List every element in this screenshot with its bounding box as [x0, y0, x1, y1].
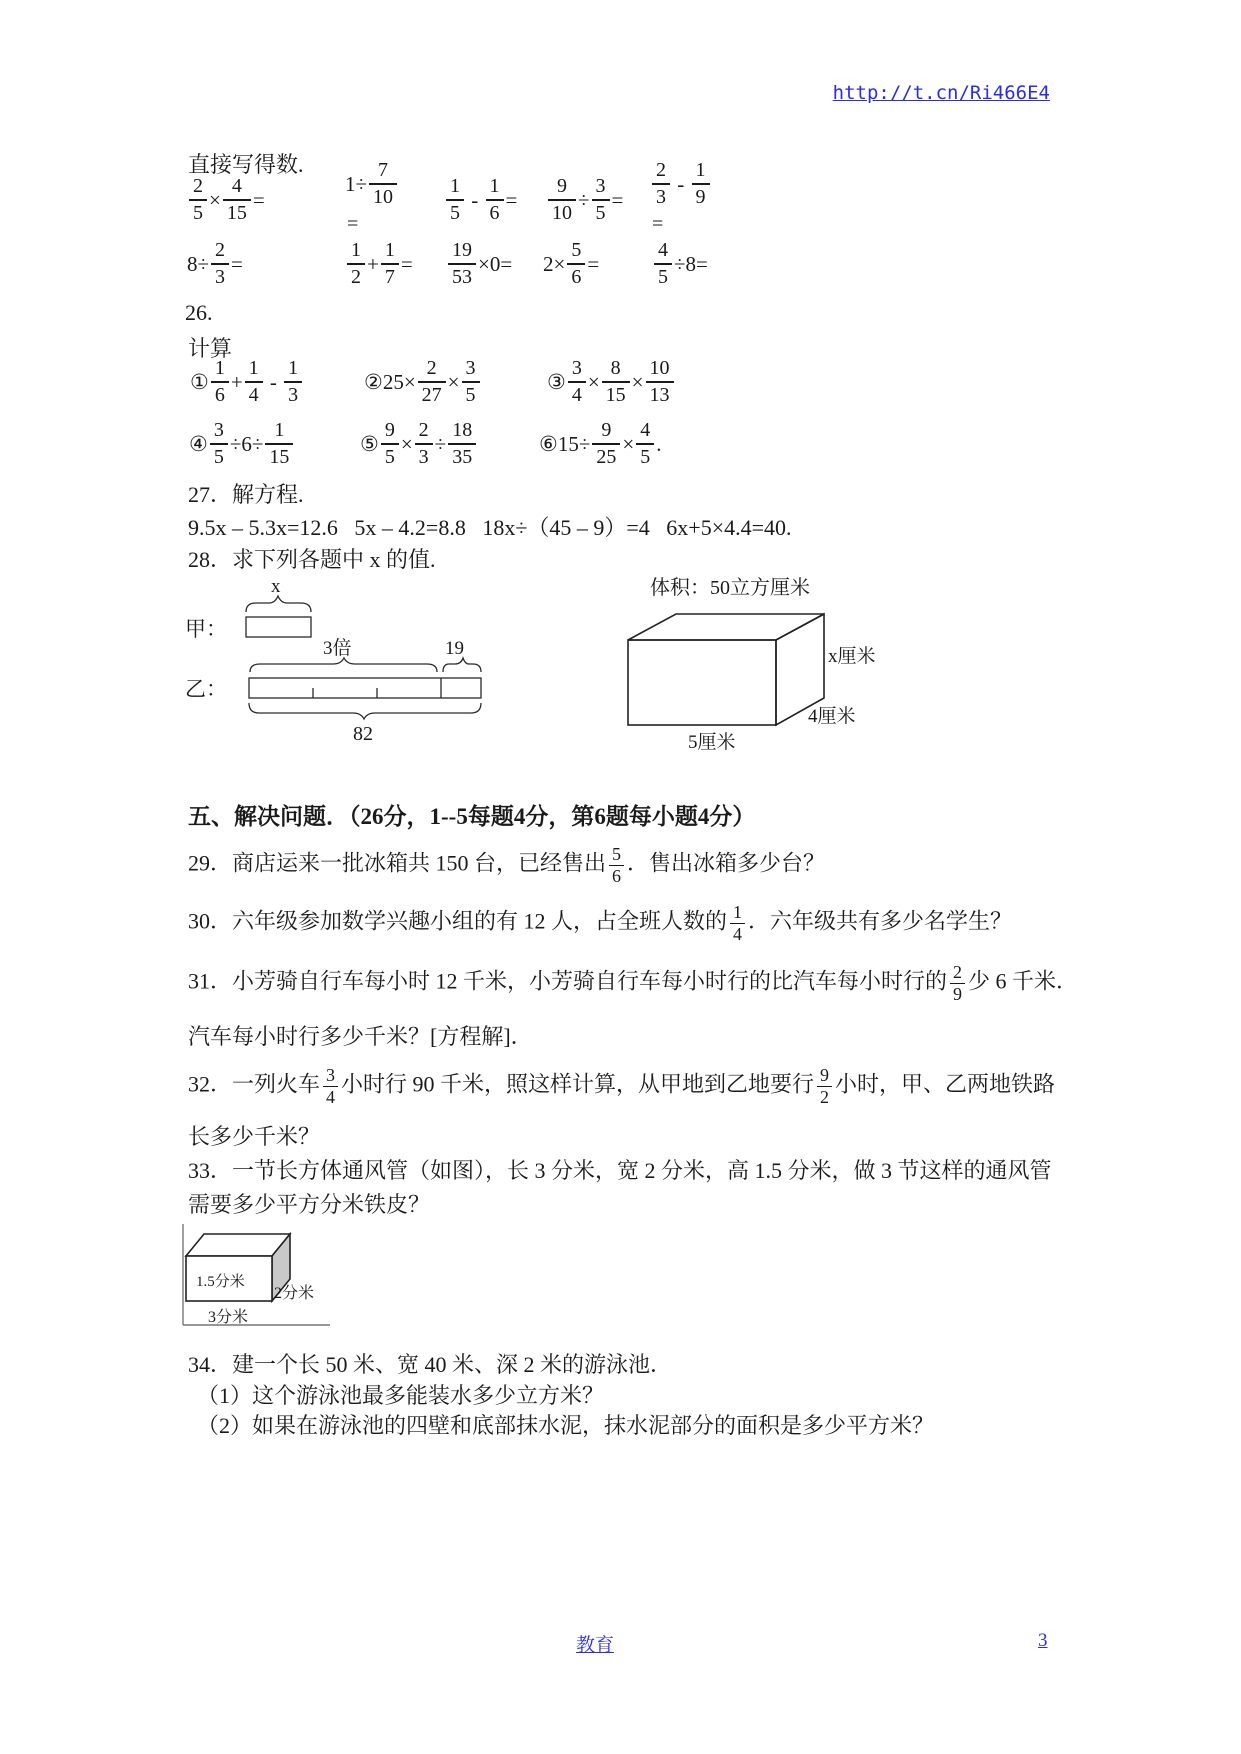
- problem-33-line2: 需要多少平方分米铁皮？: [188, 1192, 431, 1217]
- problem-29: 29．商店运来一批冰箱共 150 台，已经售出 $\frac{5}{6}$ ．售出冰箱多少台？: [188, 844, 826, 886]
- q28-label: 28．求下列各题中 x 的值.: [188, 547, 436, 572]
- fraction: $\frac{1}{4}$: [245, 358, 263, 406]
- fraction: $\frac{10}{13}$: [646, 358, 674, 406]
- cuboid-height-label: x厘米: [828, 646, 876, 667]
- fraction: $\frac{9}{25}$: [592, 420, 620, 468]
- quick-r1c3: $\frac{1}{5}$ - $\frac{1}{6}$ =: [444, 176, 517, 224]
- q26-title: 计算: [188, 336, 233, 361]
- fraction: $\frac{1}{6}$: [486, 176, 504, 224]
- fraction: $\frac{1}{9}$: [692, 160, 710, 208]
- fraction: $\frac{2}{3}$: [415, 420, 433, 468]
- fraction: $\frac{3}{5}$: [462, 358, 480, 406]
- fraction: $\frac{1}{5}$: [446, 176, 464, 224]
- quick-r2c2: $\frac{1}{2}$ + $\frac{1}{7}$ =: [345, 240, 413, 288]
- q26-expr-6: ⑥15÷ $\frac{9}{25}$ × $\frac{4}{5}$ .: [539, 419, 662, 468]
- problem-32-line2: 长多少千米？: [188, 1124, 321, 1149]
- q26-expr-2: ②25× $\frac{2}{27}$ × $\frac{3}{5}$: [364, 358, 482, 406]
- quick-r2c4: 2× $\frac{5}{6}$ =: [543, 239, 600, 288]
- problem-32-line1: 32．一列火车 $\frac{3}{4}$ 小时行 90 千米，照这样计算，从甲地到乙地要行 $\frac{9}{2}$ 小时，甲、乙两地铁路: [188, 1065, 1056, 1107]
- fraction: $\frac{1}{3}$: [284, 358, 302, 406]
- q26-expr-4: ④ $\frac{3}{5}$ ÷6÷ $\frac{1}{15}$: [189, 420, 295, 468]
- equals-below: =: [347, 213, 359, 235]
- q27-label: 27．解方程.: [188, 482, 304, 507]
- bar-model-yi-label: 乙：: [185, 677, 227, 701]
- q26-expr-1: ① $\frac{1}{6}$ + $\frac{1}{4}$ - $\frac{1}{3}$: [190, 358, 304, 406]
- fraction: $\frac{3}{4}$: [568, 358, 586, 406]
- bar-model-jia-label: 甲：: [185, 617, 227, 641]
- duct-length-label: 3分米: [208, 1309, 249, 1326]
- bar-model-19-label: 19: [445, 638, 464, 659]
- fraction: $\frac{1}{4}$: [730, 903, 745, 944]
- q26-number: 26.: [185, 300, 213, 325]
- quick-r1c2: 1÷ $\frac{7}{10}$ =: [345, 160, 399, 236]
- section5-heading: 五、解决问题．（26分，1--5每题4分，第6题每小题4分）: [188, 804, 756, 829]
- fraction: $\frac{4}{5}$: [636, 420, 654, 468]
- q27-equations: 9.5x – 5.3x=12.6 5x – 4.2=8.8 18x÷（45 – 9）=4 6x+5×4.4=40.: [188, 515, 792, 540]
- fraction: $\frac{1}{7}$: [381, 240, 399, 288]
- footer-edu-link[interactable]: 教育: [576, 1635, 615, 1656]
- fraction: $\frac{4}{15}$: [223, 176, 251, 224]
- quick-r1c5: $\frac{2}{3}$ - $\frac{1}{9}$ =: [650, 160, 712, 236]
- fraction: $\frac{2}{5}$: [189, 176, 207, 224]
- fraction: $\frac{1}{2}$: [347, 240, 365, 288]
- fraction: $\frac{2}{9}$: [950, 963, 965, 1004]
- fraction: $\frac{3}{4}$: [323, 1066, 338, 1107]
- problem-31-line1: 31．小芳骑自行车每小时 12 千米，小芳骑自行车每小时行的比汽车每小时行的 $\frac{2}{9}$ 少 6 千米．: [188, 962, 1079, 1004]
- equals-below: =: [652, 213, 664, 235]
- quick-calc-title: 直接写得数.: [188, 152, 304, 177]
- bar-model-diagram: [183, 572, 503, 767]
- problem-34: 34．建一个长 50 米、宽 40 米、深 2 米的游泳池．: [188, 1352, 673, 1377]
- quick-r1c4: $\frac{9}{10}$ ÷ $\frac{3}{5}$ =: [546, 176, 623, 224]
- quick-r1c1: $\frac{2}{5}$ × $\frac{4}{15}$ =: [187, 176, 265, 224]
- problem-34-sub1: （1）这个游泳池最多能装水多少立方米？: [197, 1383, 605, 1408]
- fraction: $\frac{4}{5}$: [654, 240, 672, 288]
- q26-expr-3: ③ $\frac{3}{4}$ × $\frac{8}{15}$ × $\frac{10}{13}$: [547, 358, 676, 406]
- cuboid-diagram: [616, 570, 896, 765]
- fraction: $\frac{2}{27}$: [418, 358, 446, 406]
- fraction: $\frac{8}{15}$: [602, 358, 630, 406]
- cuboid-width-label: 4厘米: [808, 706, 856, 727]
- fraction: $\frac{19}{53}$: [448, 240, 476, 288]
- fraction: $\frac{9}{10}$: [548, 176, 576, 224]
- cuboid-length-label: 5厘米: [688, 732, 736, 753]
- problem-34-sub2: （2）如果在游泳池的四壁和底部抹水泥，抹水泥部分的面积是多少平方米？: [197, 1413, 935, 1438]
- bar-model-82-label: 82: [353, 723, 373, 745]
- bar-model-times-label: 3倍: [323, 638, 352, 659]
- footer-page-number[interactable]: 3: [1038, 1630, 1048, 1651]
- quick-r2c3: $\frac{19}{53}$ ×0=: [446, 240, 512, 288]
- header-url-link[interactable]: http://t.cn/Ri466E4: [832, 82, 1050, 104]
- fraction: $\frac{9}{2}$: [817, 1066, 832, 1107]
- problem-30: 30．六年级参加数学兴趣小组的有 12 人，占全班人数的 $\frac{1}{4}$ ．六年级共有多少名学生？: [188, 902, 1013, 944]
- fraction: $\frac{18}{35}$: [448, 420, 476, 468]
- bar-model-x-label: x: [271, 576, 281, 597]
- cuboid-volume-label: 体积：50立方厘米: [650, 577, 810, 599]
- duct-width-label: 2分米: [274, 1285, 315, 1302]
- fraction: $\frac{5}{6}$: [567, 240, 585, 288]
- fraction: $\frac{1}{6}$: [211, 358, 229, 406]
- q26-expr-5: ⑤ $\frac{9}{5}$ × $\frac{2}{3}$ ÷ $\frac{18}{35}$: [360, 420, 478, 468]
- duct-diagram: [182, 1222, 352, 1334]
- quick-r2c1: 8÷ $\frac{2}{3}$ =: [187, 239, 243, 288]
- fraction: $\frac{2}{3}$: [652, 160, 670, 208]
- problem-31-line2: 汽车每小时行多少千米？[方程解]．: [188, 1024, 533, 1049]
- duct-height-label: 1.5分米: [196, 1274, 245, 1290]
- fraction: $\frac{5}{6}$: [609, 845, 624, 886]
- fraction: $\frac{1}{15}$: [265, 420, 293, 468]
- problem-33-line1: 33．一节长方体通风管（如图），长 3 分米，宽 2 分米，高 1.5 分米，做 3 节这样的通风管: [188, 1158, 1052, 1183]
- fraction: $\frac{3}{5}$: [210, 420, 228, 468]
- quick-r2c5: $\frac{4}{5}$ ÷8=: [652, 240, 708, 288]
- fraction: $\frac{2}{3}$: [211, 240, 229, 288]
- fraction: $\frac{9}{5}$: [381, 420, 399, 468]
- fraction: $\frac{3}{5}$: [592, 176, 610, 224]
- fraction: $\frac{7}{10}$: [369, 160, 397, 208]
